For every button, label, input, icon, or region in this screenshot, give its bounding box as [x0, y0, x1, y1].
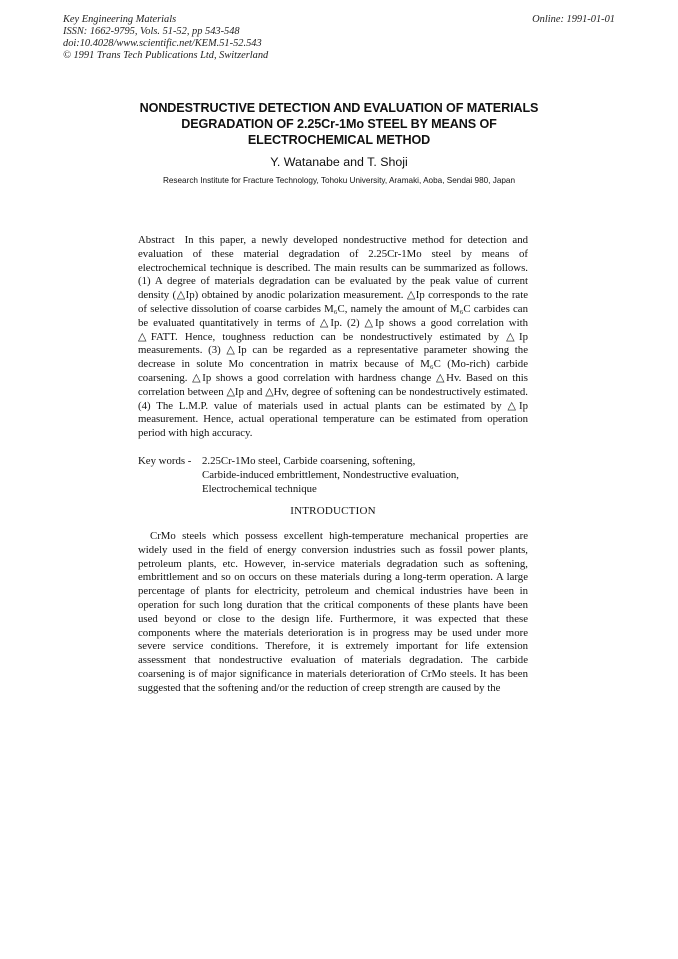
- abstract: [138, 234, 528, 441]
- abstract-label: Abstract: [138, 234, 175, 246]
- keywords-list: [202, 455, 528, 496]
- abstract-text: In this paper, a newly developed nondestructive method for detection and evaluation of these material degradation of 2.25Cr-1Mo steel by means of electrochemical technique is described. The main results can be summarized as follows. (1) A degree of materials degradation can be evaluated by the peak value of current density (△Ip) obtained by anodic polarization measurement. △Ip corresponds to the rate of selective dissolution of coarse carbides M₆C, namely the amount of M₆C carbides can be evaluated quantitatively in terms of △Ip. (2) △Ip shows a good correlation with △FATT. Hence, toughness reduction can be nondestructively estimated by △Ip measurements. (3) △Ip can be regarded as a representative parameter showing the decrease in solute Mo concentration in matrix because of M₆C (Mo-rich) carbide coarsening. △Ip shows a good correlation with hardness change △Hv. Based on this correlation between △Ip and △Hv, degree of softening can be nondestructively estimated. (4) The L.M.P. value of materials used in actual plants can be estimated by △Ip measurement. Hence, actual operational temperature can be estimated from operation period with high accuracy.: [138, 234, 528, 440]
- journal-name: Key Engineering Materials: [63, 14, 177, 25]
- keywords-line: 2.25Cr-1Mo steel, Carbide coarsening, softening,: [202, 455, 416, 467]
- keywords-line: Carbide-induced embrittlement, Nondestructive evaluation,: [202, 468, 459, 481]
- paper-title: NONDESTRUCTIVE DETECTION AND EVALUATION OF MATERIALS DEGRADATION OF 2.25Cr-1Mo STEEL BY MEANS OF ELECTROCHEMICAL METHOD: [139, 101, 539, 147]
- affiliation: Research Institute for Fracture Technology, Tohoku University, Aramaki, Aoba, Sendai 980, Japan: [162, 176, 516, 185]
- page-header: [63, 14, 615, 62]
- online-date: Online: 1991-01-01: [532, 14, 615, 25]
- authors: Y. Watanabe and T. Shoji: [270, 155, 408, 169]
- keywords-line: Electrochemical technique: [202, 482, 317, 495]
- issn-line: ISSN: 1662-9795, Vols. 51-52, pp 543-548: [63, 26, 240, 37]
- copyright-line: © 1991 Trans Tech Publications Ltd, Switzerland: [63, 50, 269, 61]
- section-heading-introduction: INTRODUCTION: [290, 505, 376, 517]
- doi-line: doi:10.4028/www.scientific.net/KEM.51-52.543: [63, 38, 262, 49]
- introduction-paragraph: CrMo steels which possess excellent high-temperature mechanical properties are widely used in the field of energy conversion industries such as fossil power plants, petroleum plants, etc. However, in-service materials degradation such as softening, embrittlement and so on occurs on these materials during a long-term operation. A large percentage of plants for electricity, petroleum and chemical industries have been in operation for such long duration that the critical components of these plants have been used beyond or close to the design life. Furthermore, it was expected that these components where the materials deterioration is in progress may be used under more severe service conditions. Therefore, it is extremely important for life extension assessment that nondestructive evaluation of materials degradation. The carbide coarsening is of major significance in materials deterioration of CrMo steels. It has been suggested that the softening and/or the reduction of creep strength are caused by the: [138, 530, 528, 694]
- keywords-label: Key words -: [138, 455, 192, 467]
- keywords: [138, 455, 528, 496]
